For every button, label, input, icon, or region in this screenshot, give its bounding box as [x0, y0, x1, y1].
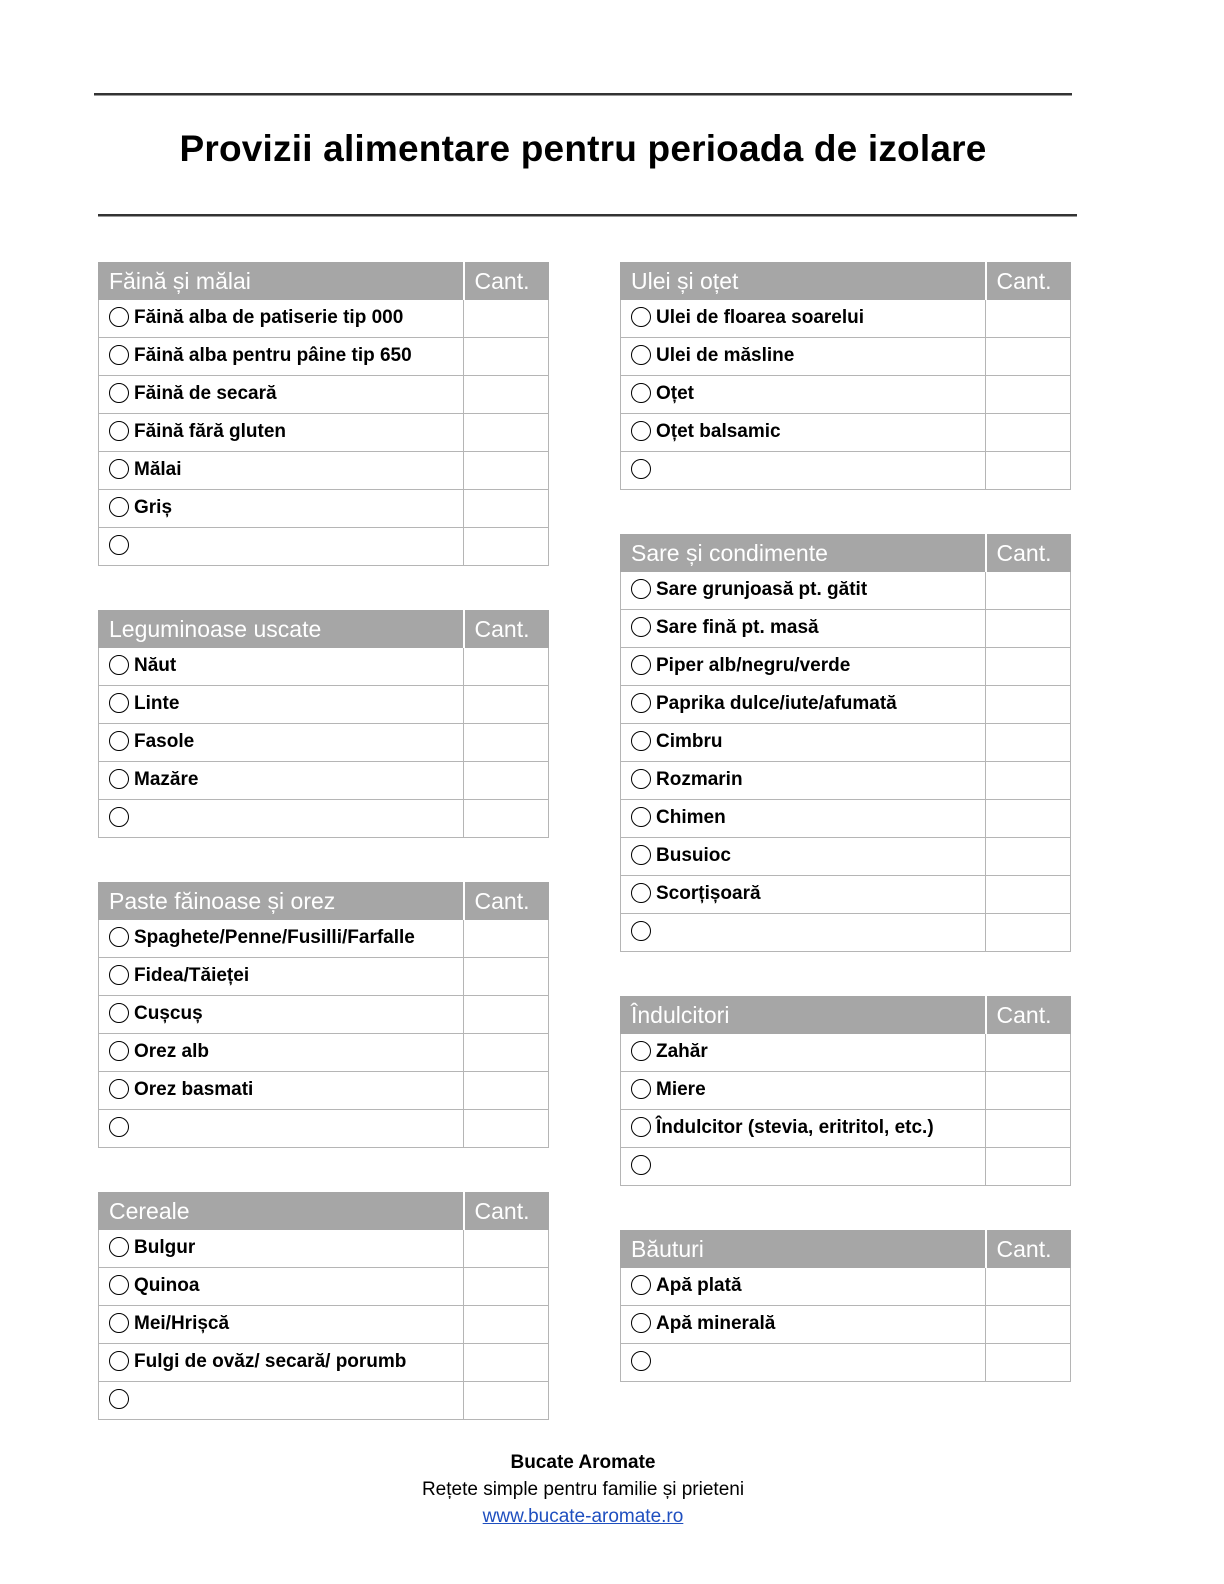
item-label: Griș: [134, 497, 173, 519]
qty-cell[interactable]: [464, 996, 549, 1034]
qty-cell[interactable]: [986, 414, 1071, 452]
list-item: [621, 376, 1071, 414]
checkbox-circle[interactable]: [109, 655, 129, 675]
checkbox-circle[interactable]: [109, 535, 129, 555]
list-item: [621, 338, 1071, 376]
item-label: Făină alba pentru pâine tip 650: [134, 345, 412, 367]
footer-website-link[interactable]: www.bucate-aromate.ro: [482, 1506, 684, 1527]
checkbox-circle[interactable]: [109, 927, 129, 947]
list-item: [621, 876, 1071, 914]
checkbox-circle[interactable]: [631, 655, 651, 675]
qty-cell[interactable]: [464, 490, 549, 528]
checkbox-circle[interactable]: [631, 883, 651, 903]
qty-cell[interactable]: [986, 1306, 1071, 1344]
qty-header: Cant.: [464, 1193, 549, 1230]
qty-cell[interactable]: [464, 648, 549, 686]
table-faina: [98, 262, 549, 566]
qty-cell[interactable]: [986, 876, 1071, 914]
list-item: [621, 414, 1071, 452]
list-item: [621, 572, 1071, 610]
checkbox-circle[interactable]: [109, 769, 129, 789]
checkbox-circle[interactable]: [631, 579, 651, 599]
checkbox-circle[interactable]: [631, 1079, 651, 1099]
list-item: [99, 686, 549, 724]
qty-cell[interactable]: [464, 686, 549, 724]
footer-tagline: Rețete simple pentru familie și prieteni: [421, 1479, 745, 1500]
table-ulei: [620, 262, 1071, 490]
item-label: Fulgi de ovăz/ secară/ porumb: [134, 1351, 407, 1373]
table-leguminoase: [98, 610, 549, 838]
qty-cell[interactable]: [464, 800, 549, 838]
item-label: Orez basmati: [134, 1079, 254, 1101]
qty-cell[interactable]: [464, 300, 549, 338]
list-item: [621, 686, 1071, 724]
qty-cell[interactable]: [464, 762, 549, 800]
section-title: Băuturi: [621, 1231, 986, 1268]
list-item: [99, 528, 549, 566]
checkbox-circle[interactable]: [109, 1313, 129, 1333]
qty-cell[interactable]: [986, 1034, 1071, 1072]
checkbox-circle[interactable]: [631, 693, 651, 713]
qty-cell[interactable]: [464, 1306, 549, 1344]
item-label: Piper alb/negru/verde: [656, 655, 851, 677]
item-label: Zahăr: [656, 1041, 708, 1063]
qty-cell[interactable]: [986, 1148, 1071, 1186]
item-label: Apă plată: [656, 1275, 742, 1297]
item-label: Paprika dulce/iute/afumată: [656, 693, 897, 715]
qty-cell[interactable]: [986, 724, 1071, 762]
qty-cell[interactable]: [986, 800, 1071, 838]
qty-cell[interactable]: [464, 528, 549, 566]
qty-cell[interactable]: [464, 338, 549, 376]
footer: [0, 1449, 1166, 1530]
qty-header: Cant.: [986, 535, 1071, 572]
checkbox-circle[interactable]: [631, 1275, 651, 1295]
section-title: Cereale: [99, 1193, 464, 1230]
list-item: [621, 838, 1071, 876]
qty-cell[interactable]: [986, 1072, 1071, 1110]
item-label: Oțet balsamic: [656, 421, 781, 443]
list-item: [99, 1110, 549, 1148]
item-label: Năut: [134, 655, 177, 677]
list-item: [99, 376, 549, 414]
section-title: Ulei și oțet: [621, 263, 986, 300]
checkbox-circle[interactable]: [631, 459, 651, 479]
item-label: Oțet: [656, 383, 694, 405]
item-label: Ulei de măsline: [656, 345, 795, 367]
qty-header: Cant.: [986, 263, 1071, 300]
list-item: [621, 1148, 1071, 1186]
qty-header: Cant.: [464, 611, 549, 648]
checkbox-circle[interactable]: [631, 1155, 651, 1175]
qty-cell[interactable]: [986, 838, 1071, 876]
item-label: Sare fină pt. masă: [656, 617, 819, 639]
checkbox-circle[interactable]: [109, 965, 129, 985]
section-title: Făină și mălai: [99, 263, 464, 300]
qty-header: Cant.: [464, 263, 549, 300]
item-label: Fidea/Tăieței: [134, 965, 250, 987]
list-item: [99, 958, 549, 996]
list-item: [99, 724, 549, 762]
checkbox-circle[interactable]: [109, 1117, 129, 1137]
qty-cell[interactable]: [986, 610, 1071, 648]
checkbox-circle[interactable]: [109, 1041, 129, 1061]
table-bauturi: [620, 1230, 1071, 1382]
qty-cell[interactable]: [986, 648, 1071, 686]
table-sare: [620, 534, 1071, 952]
checkbox-circle[interactable]: [631, 345, 651, 365]
item-label: Miere: [656, 1079, 706, 1101]
checkbox-circle[interactable]: [631, 617, 651, 637]
list-item: [99, 1306, 549, 1344]
qty-cell[interactable]: [464, 1268, 549, 1306]
list-item: [621, 1306, 1071, 1344]
qty-cell[interactable]: [986, 914, 1071, 952]
section-title: Leguminoase uscate: [99, 611, 464, 648]
item-label: Chimen: [656, 807, 726, 829]
item-label: Spaghete/Penne/Fusilli/Farfalle: [134, 927, 415, 949]
qty-cell[interactable]: [986, 686, 1071, 724]
qty-cell[interactable]: [464, 1072, 549, 1110]
item-label: Cimbru: [656, 731, 723, 753]
qty-cell[interactable]: [464, 724, 549, 762]
list-item: [621, 648, 1071, 686]
checkbox-circle[interactable]: [631, 845, 651, 865]
list-item: [99, 996, 549, 1034]
item-label: Rozmarin: [656, 769, 743, 791]
qty-cell[interactable]: [464, 920, 549, 958]
item-label: Bulgur: [134, 1237, 196, 1259]
qty-cell[interactable]: [464, 452, 549, 490]
list-item: [99, 1344, 549, 1382]
list-item: [621, 452, 1071, 490]
list-item: [621, 610, 1071, 648]
table-cereale: [98, 1192, 549, 1420]
item-label: Quinoa: [134, 1275, 200, 1297]
list-item: [99, 490, 549, 528]
list-item: [99, 1268, 549, 1306]
qty-cell[interactable]: [464, 1110, 549, 1148]
page-title: Provizii alimentare pentru perioada de izolare: [179, 128, 987, 169]
item-label: Făină fără gluten: [134, 421, 287, 443]
checkbox-circle[interactable]: [109, 421, 129, 441]
checkbox-circle[interactable]: [109, 731, 129, 751]
checkbox-circle[interactable]: [631, 1313, 651, 1333]
item-label: Cușcuș: [134, 1003, 203, 1025]
checkbox-circle[interactable]: [109, 1275, 129, 1295]
qty-cell[interactable]: [464, 1344, 549, 1382]
list-item: [621, 724, 1071, 762]
qty-header: Cant.: [464, 883, 549, 920]
list-item: [99, 338, 549, 376]
list-item: [621, 762, 1071, 800]
item-label: Sare grunjoasă pt. gătit: [656, 579, 868, 601]
list-item: [99, 1382, 549, 1420]
item-label: Busuioc: [656, 845, 731, 867]
checkbox-circle[interactable]: [109, 497, 129, 517]
qty-cell[interactable]: [986, 1268, 1071, 1306]
list-item: [621, 1268, 1071, 1306]
checkbox-circle[interactable]: [631, 421, 651, 441]
qty-cell[interactable]: [464, 958, 549, 996]
checkbox-circle[interactable]: [109, 345, 129, 365]
list-item: [621, 1344, 1071, 1382]
list-item: [621, 800, 1071, 838]
checkbox-circle[interactable]: [631, 807, 651, 827]
qty-cell[interactable]: [464, 376, 549, 414]
item-label: Mei/Hrișcă: [134, 1313, 230, 1335]
item-label: Linte: [134, 693, 180, 715]
list-item: [99, 1230, 549, 1268]
checkbox-circle[interactable]: [109, 307, 129, 327]
list-item: [99, 1034, 549, 1072]
left-column: [98, 262, 549, 1420]
list-item: [99, 300, 549, 338]
checkbox-circle[interactable]: [631, 307, 651, 327]
item-label: Orez alb: [134, 1041, 209, 1063]
qty-cell[interactable]: [464, 1382, 549, 1420]
top-rule: [94, 93, 1072, 95]
checkbox-circle[interactable]: [631, 1041, 651, 1061]
qty-cell[interactable]: [986, 1110, 1071, 1148]
qty-header: Cant.: [986, 1231, 1071, 1268]
qty-cell[interactable]: [986, 376, 1071, 414]
qty-cell[interactable]: [986, 338, 1071, 376]
qty-cell[interactable]: [464, 1034, 549, 1072]
qty-cell[interactable]: [986, 300, 1071, 338]
checkbox-circle[interactable]: [631, 383, 651, 403]
item-label: Făină alba de patiserie tip 000: [134, 307, 404, 329]
checkbox-circle[interactable]: [109, 459, 129, 479]
item-label: Fasole: [134, 731, 195, 753]
checkbox-circle[interactable]: [109, 383, 129, 403]
list-item: [99, 414, 549, 452]
item-label: Scorțișoară: [656, 883, 761, 905]
checkbox-circle[interactable]: [109, 1351, 129, 1371]
right-column: [620, 262, 1071, 1382]
list-item: [99, 800, 549, 838]
qty-cell[interactable]: [986, 1344, 1071, 1382]
qty-cell[interactable]: [986, 762, 1071, 800]
list-item: [621, 300, 1071, 338]
checkbox-circle[interactable]: [109, 1079, 129, 1099]
qty-cell[interactable]: [986, 452, 1071, 490]
checkbox-circle[interactable]: [109, 1389, 129, 1409]
checkbox-circle[interactable]: [631, 1117, 651, 1137]
list-item: [99, 648, 549, 686]
title-bottom-rule: [98, 214, 1077, 216]
item-label: Îndulcitor (stevia, eritritol, etc.): [656, 1117, 934, 1139]
table-paste: [98, 882, 549, 1148]
item-label: Făină de secară: [134, 383, 277, 405]
item-label: Apă minerală: [656, 1313, 776, 1335]
checkbox-circle[interactable]: [631, 769, 651, 789]
list-item: [621, 1034, 1071, 1072]
list-item: [99, 920, 549, 958]
list-item: [99, 1072, 549, 1110]
checkbox-circle[interactable]: [109, 807, 129, 827]
checkbox-circle[interactable]: [109, 1237, 129, 1257]
list-item: [621, 914, 1071, 952]
checkbox-circle[interactable]: [631, 921, 651, 941]
qty-cell[interactable]: [464, 414, 549, 452]
list-item: [99, 452, 549, 490]
footer-brand: Bucate Aromate: [510, 1452, 656, 1473]
list-item: [621, 1072, 1071, 1110]
checkbox-circle[interactable]: [109, 693, 129, 713]
item-label: Mazăre: [134, 769, 199, 791]
checkbox-circle[interactable]: [109, 1003, 129, 1023]
item-label: Ulei de floarea soarelui: [656, 307, 865, 329]
list-item: [99, 762, 549, 800]
section-title: Îndulcitori: [621, 997, 986, 1034]
qty-cell[interactable]: [986, 572, 1071, 610]
section-title: Sare și condimente: [621, 535, 986, 572]
section-title: Paste făinoase și orez: [99, 883, 464, 920]
qty-cell[interactable]: [464, 1230, 549, 1268]
checkbox-circle[interactable]: [631, 731, 651, 751]
qty-header: Cant.: [986, 997, 1071, 1034]
item-label: Mălai: [134, 459, 182, 481]
table-indulcitori: [620, 996, 1071, 1186]
list-item: [621, 1110, 1071, 1148]
checkbox-circle[interactable]: [631, 1351, 651, 1371]
